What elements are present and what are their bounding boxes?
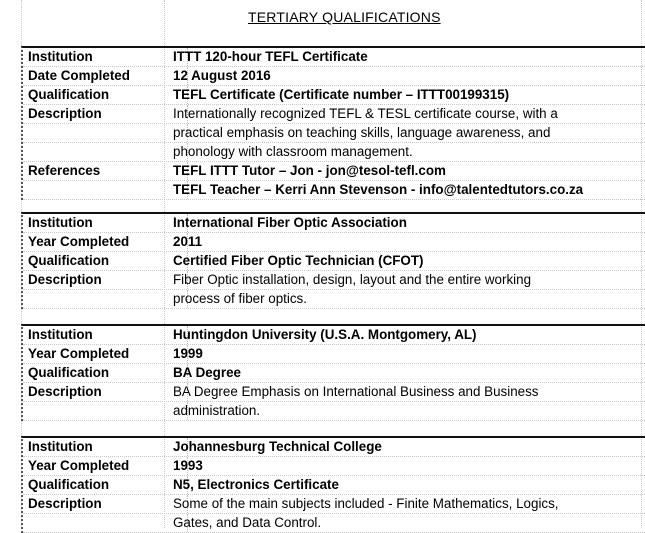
table-row (23, 124, 645, 143)
field-value: TEFL Certificate (Certificate number – ITTT00199315) (173, 87, 510, 102)
field-label: Year Completed (28, 234, 130, 249)
table-row (23, 105, 645, 124)
qualification-block-johannesburg (21, 436, 645, 533)
field-label: Qualification (28, 253, 110, 268)
table-row (23, 495, 645, 514)
table-row (23, 214, 645, 233)
field-value: BA Degree Emphasis on International Business and Business (173, 384, 539, 399)
field-value: practical emphasis on teaching skills, language awareness, and (173, 125, 551, 140)
table-row (23, 402, 645, 421)
field-value: phonology with classroom management. (173, 144, 413, 159)
table-row (23, 476, 645, 495)
field-value: TEFL ITTT Tutor – Jon - jon@tesol-tefl.com (173, 163, 446, 178)
field-value: process of fiber optics. (173, 291, 307, 306)
field-label: Qualification (28, 365, 110, 380)
field-value: Certified Fiber Optic Technician (CFOT) (173, 253, 424, 268)
field-label: Institution (28, 215, 93, 230)
field-value: 1999 (173, 346, 203, 361)
section-title: TERTIARY QUALIFICATIONS (248, 9, 441, 25)
field-label: Qualification (28, 87, 110, 102)
table-row (23, 326, 645, 345)
field-label: Description (28, 272, 102, 287)
table-row (23, 48, 645, 67)
table-row (23, 364, 645, 383)
field-label: Institution (28, 327, 93, 342)
table-row (23, 438, 645, 457)
field-label: Description (28, 106, 102, 121)
field-value: Huntingdon University (U.S.A. Montgomery, AL) (173, 327, 477, 342)
field-label: Year Completed (28, 458, 130, 473)
table-row (23, 271, 645, 290)
table-row (23, 86, 645, 105)
field-value: 1993 (173, 458, 203, 473)
field-value: Gates, and Data Control. (173, 515, 322, 530)
table-row (23, 345, 645, 364)
table-row (23, 162, 645, 181)
field-value: TEFL Teacher – Kerri Ann Stevenson - info@talentedtutors.co.za (173, 182, 584, 197)
table-row (23, 252, 645, 271)
qualification-block-ittt (21, 46, 645, 200)
field-label: Institution (28, 49, 93, 64)
table-row (23, 233, 645, 252)
field-label: Institution (28, 439, 93, 454)
table-row (23, 290, 645, 309)
field-value: BA Degree (173, 365, 241, 380)
field-value: Some of the main subjects included - Finite Mathematics, Logics, (173, 496, 559, 511)
field-label: References (28, 163, 101, 178)
table-row (23, 457, 645, 476)
field-value: N5, Electronics Certificate (173, 477, 339, 492)
qualification-block-huntingdon (21, 324, 645, 421)
field-value: 2011 (173, 234, 203, 249)
field-value: administration. (173, 403, 261, 418)
table-row (23, 143, 645, 162)
table-row (23, 67, 645, 86)
field-value: ITTT 120-hour TEFL Certificate (173, 49, 368, 64)
field-value: 12 August 2016 (173, 68, 271, 83)
field-label: Description (28, 384, 102, 399)
qualification-block-fiber-optic (21, 212, 645, 309)
field-value: Johannesburg Technical College (173, 439, 382, 454)
field-label: Qualification (28, 477, 110, 492)
table-row (23, 181, 645, 200)
field-label: Year Completed (28, 346, 130, 361)
field-value: Fiber Optic installation, design, layout and the entire working (173, 272, 532, 287)
field-label: Description (28, 496, 102, 511)
table-row (23, 514, 645, 533)
field-value: International Fiber Optic Association (173, 215, 407, 230)
table-row (23, 383, 645, 402)
field-value: Internationally recognized TEFL & TESL certificate course, with a (173, 106, 558, 121)
field-label: Date Completed (28, 68, 130, 83)
